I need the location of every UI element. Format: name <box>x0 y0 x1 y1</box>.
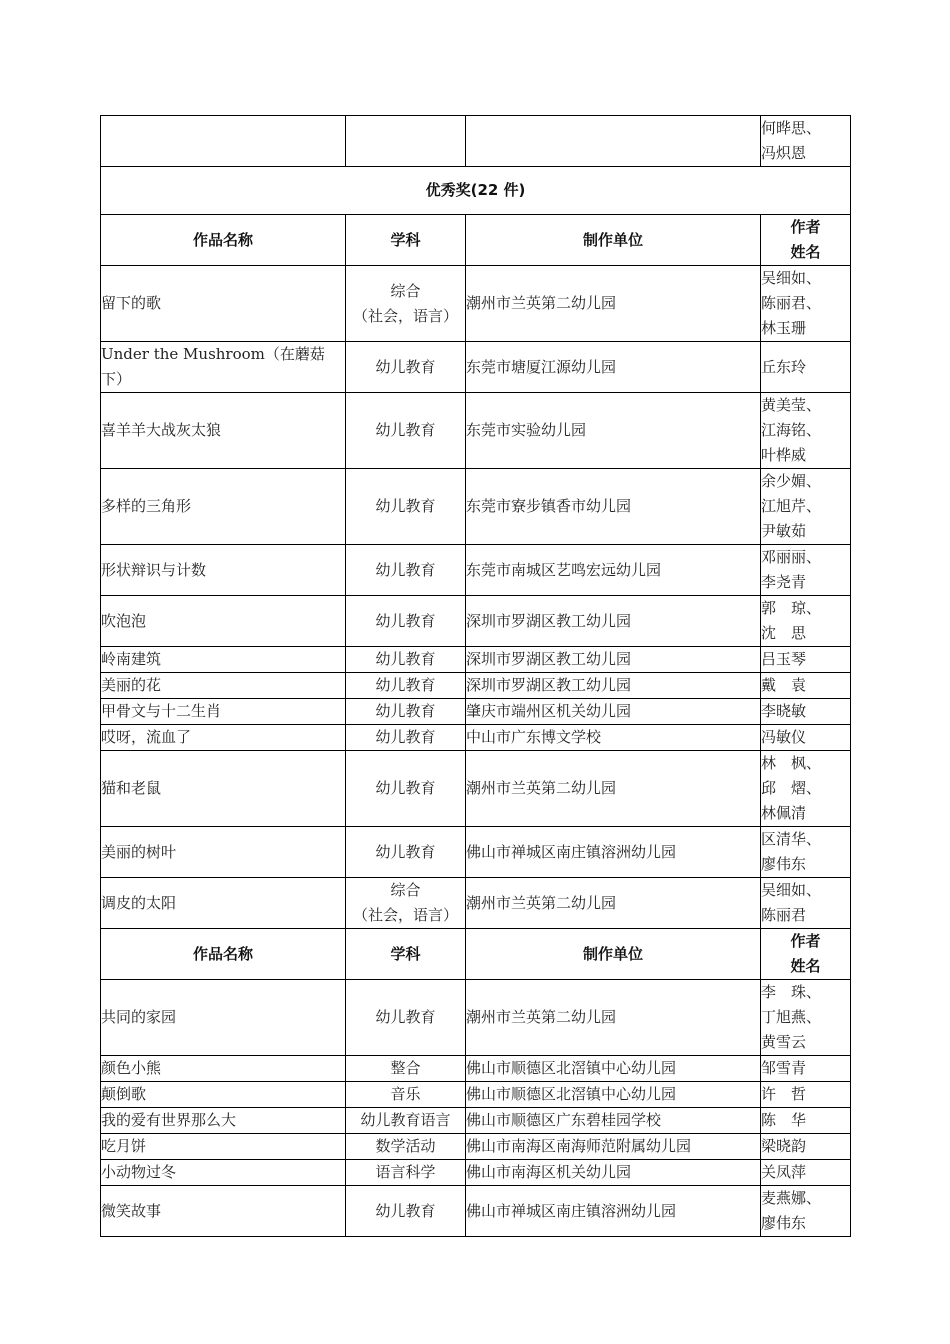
author-cell <box>761 266 851 342</box>
subject-cell <box>346 673 466 699</box>
author-line: 冯敏仪 <box>761 728 807 746</box>
author-line: 李 珠、 <box>761 983 822 1001</box>
author-line: 李晓敏 <box>761 702 807 720</box>
subject-line: 幼儿教育 <box>375 421 436 439</box>
author-cell <box>761 469 851 545</box>
section-title: 优秀奖(22 件) <box>101 167 851 215</box>
author-cell <box>761 980 851 1056</box>
author-line: 陈丽君 <box>761 906 807 924</box>
author-line: 黄美莹、 <box>761 396 822 414</box>
subject-line: 幼儿教育 <box>375 650 436 668</box>
author-cell <box>761 827 851 878</box>
author-line: 吴细如、 <box>761 881 822 899</box>
subject-cell <box>346 699 466 725</box>
subject-line: 幼儿教育 <box>375 702 436 720</box>
header-author <box>761 215 851 266</box>
author-cell <box>761 647 851 673</box>
author-line: 陈 华 <box>761 1111 807 1129</box>
work-name-cell: 喜羊羊大战灰太狼 <box>101 393 346 469</box>
header-author <box>761 929 851 980</box>
table-row <box>101 725 851 751</box>
header-row <box>101 929 851 980</box>
work-name-cell: 颜色小熊 <box>101 1056 346 1082</box>
author-cell <box>761 1160 851 1186</box>
unit-cell: 东莞市南城区艺鸣宏远幼儿园 <box>466 545 761 596</box>
table-row <box>101 393 851 469</box>
work-name-cell: 留下的歌 <box>101 266 346 342</box>
table-row <box>101 596 851 647</box>
table-row <box>101 469 851 545</box>
subject-line: 综合 <box>390 881 421 899</box>
header-author-line: 作者 <box>790 218 821 236</box>
table-row <box>101 266 851 342</box>
subject-cell <box>346 393 466 469</box>
author-cell <box>761 393 851 469</box>
header-author-line: 姓名 <box>790 243 821 261</box>
table-row <box>101 673 851 699</box>
work-name-cell: 哎呀，流血了 <box>101 725 346 751</box>
awards-table-body <box>101 116 851 1237</box>
author-cell <box>761 725 851 751</box>
author-line: 沈 思 <box>761 624 807 642</box>
author-line: 叶桦威 <box>761 446 807 464</box>
author-cell <box>761 342 851 393</box>
subject-cell <box>346 545 466 596</box>
subject-line: 幼儿教育 <box>375 779 436 797</box>
unit-cell: 深圳市罗湖区教工幼儿园 <box>466 673 761 699</box>
author-line: 冯炽恩 <box>761 144 807 162</box>
subject-line: 语言科学 <box>375 1163 436 1181</box>
author-line: 梁晓韵 <box>761 1137 807 1155</box>
author-line: 林 枫、 <box>761 754 822 772</box>
subject-line: 幼儿教育 <box>375 842 436 861</box>
author-cell <box>761 1108 851 1134</box>
unit-cell: 东莞市实验幼儿园 <box>466 393 761 469</box>
author-line: 尹敏茹 <box>761 522 807 540</box>
subject-line: 幼儿教育 <box>375 357 436 376</box>
subject-line: 幼儿教育 <box>375 676 436 694</box>
awards-table <box>100 115 851 1237</box>
unit-cell: 肇庆市端州区机关幼儿园 <box>466 699 761 725</box>
author-line: 邹雪青 <box>761 1059 807 1077</box>
subject-line: 音乐 <box>390 1085 421 1103</box>
header-subject: 学科 <box>346 929 466 980</box>
work-name-cell: 吃月饼 <box>101 1134 346 1160</box>
empty-subject-cell <box>346 116 466 167</box>
subject-cell <box>346 1186 466 1237</box>
header-name: 作品名称 <box>101 929 346 980</box>
subject-line: 幼儿教育 <box>375 497 436 515</box>
header-unit: 制作单位 <box>466 215 761 266</box>
author-cell <box>761 878 851 929</box>
table-row <box>101 1134 851 1160</box>
author-line: 丘东玲 <box>761 357 807 376</box>
author-line: 何晔思、 <box>761 119 822 137</box>
table-row <box>101 1056 851 1082</box>
author-cell <box>761 751 851 827</box>
table-row <box>101 1186 851 1237</box>
work-name-cell: 美丽的树叶 <box>101 827 346 878</box>
author-line: 李尧青 <box>761 573 807 591</box>
unit-cell: 深圳市罗湖区教工幼儿园 <box>466 596 761 647</box>
author-cell <box>761 673 851 699</box>
author-cell <box>761 545 851 596</box>
subject-line: 幼儿教育语言 <box>360 1111 451 1129</box>
continued-row <box>101 116 851 167</box>
author-line: 丁旭燕、 <box>761 1008 822 1026</box>
header-unit: 制作单位 <box>466 929 761 980</box>
author-line: 邓丽丽、 <box>761 548 822 566</box>
table-row <box>101 980 851 1056</box>
table-row <box>101 878 851 929</box>
table-row <box>101 1082 851 1108</box>
subject-cell <box>346 1108 466 1134</box>
subject-line: 幼儿教育 <box>375 1008 436 1026</box>
unit-cell: 佛山市南海区南海师范附属幼儿园 <box>466 1134 761 1160</box>
empty-name-cell <box>101 116 346 167</box>
header-subject: 学科 <box>346 215 466 266</box>
subject-cell <box>346 980 466 1056</box>
author-line: 吕玉琴 <box>761 650 807 668</box>
author-cell <box>761 116 851 167</box>
author-cell <box>761 1186 851 1237</box>
author-cell <box>761 1056 851 1082</box>
work-name-cell: 我的爱有世界那么大 <box>101 1108 346 1134</box>
header-name: 作品名称 <box>101 215 346 266</box>
header-author-line: 作者 <box>790 932 821 950</box>
author-line: 戴 袁 <box>761 676 807 694</box>
subject-cell <box>346 342 466 393</box>
table-row <box>101 545 851 596</box>
subject-cell <box>346 751 466 827</box>
subject-line: 幼儿教育 <box>375 728 436 746</box>
subject-line: 幼儿教育 <box>375 560 436 579</box>
work-name-cell: 共同的家园 <box>101 980 346 1056</box>
subject-line: 整合 <box>390 1059 421 1077</box>
subject-cell <box>346 1160 466 1186</box>
unit-cell: 东莞市寮步镇香市幼儿园 <box>466 469 761 545</box>
table-row <box>101 827 851 878</box>
author-line: 廖伟东 <box>761 855 807 873</box>
author-line: 郭 琼、 <box>761 599 822 617</box>
unit-cell: 佛山市顺德区广东碧桂园学校 <box>466 1108 761 1134</box>
unit-cell: 深圳市罗湖区教工幼儿园 <box>466 647 761 673</box>
subject-line: 幼儿教育 <box>375 1201 436 1220</box>
subject-cell <box>346 469 466 545</box>
unit-cell: 潮州市兰英第二幼儿园 <box>466 751 761 827</box>
table-row <box>101 1108 851 1134</box>
work-name-cell: 甲骨文与十二生肖 <box>101 699 346 725</box>
author-cell <box>761 1134 851 1160</box>
section-row <box>101 167 851 215</box>
subject-cell <box>346 827 466 878</box>
subject-cell <box>346 1134 466 1160</box>
author-line: 余少媚、 <box>761 472 822 490</box>
subject-cell <box>346 266 466 342</box>
author-line: 陈丽君、 <box>761 294 822 312</box>
table-row <box>101 699 851 725</box>
subject-line: （社会，语言） <box>352 306 458 325</box>
work-name-cell: 调皮的太阳 <box>101 878 346 929</box>
table-row <box>101 342 851 393</box>
unit-cell: 佛山市禅城区南庄镇溶洲幼儿园 <box>466 1186 761 1237</box>
subject-cell <box>346 725 466 751</box>
unit-cell: 潮州市兰英第二幼儿园 <box>466 980 761 1056</box>
unit-cell: 佛山市顺德区北滘镇中心幼儿园 <box>466 1082 761 1108</box>
work-name-cell: 微笑故事 <box>101 1186 346 1237</box>
subject-line: 幼儿教育 <box>375 611 436 630</box>
unit-cell: 佛山市南海区机关幼儿园 <box>466 1160 761 1186</box>
author-line: 廖伟东 <box>761 1214 807 1232</box>
work-name-cell: 颠倒歌 <box>101 1082 346 1108</box>
table-row <box>101 751 851 827</box>
header-author-line: 姓名 <box>790 957 821 975</box>
subject-cell <box>346 1056 466 1082</box>
author-line: 麦燕娜、 <box>761 1189 822 1207</box>
work-name-cell: 美丽的花 <box>101 673 346 699</box>
work-name-cell: 形状辩识与计数 <box>101 545 346 596</box>
subject-cell <box>346 1082 466 1108</box>
author-line: 林玉珊 <box>761 319 807 337</box>
work-name-cell: 岭南建筑 <box>101 647 346 673</box>
header-row <box>101 215 851 266</box>
work-name-cell: 吹泡泡 <box>101 596 346 647</box>
empty-unit-cell <box>466 116 761 167</box>
table-row <box>101 1160 851 1186</box>
subject-cell <box>346 596 466 647</box>
work-name-cell: 多样的三角形 <box>101 469 346 545</box>
unit-cell: 佛山市禅城区南庄镇溶洲幼儿园 <box>466 827 761 878</box>
author-line: 关凤萍 <box>761 1163 807 1181</box>
author-cell <box>761 1082 851 1108</box>
author-line: 黄雪云 <box>761 1033 807 1051</box>
author-line: 许 哲 <box>761 1085 807 1103</box>
subject-line: （社会，语言） <box>352 906 458 924</box>
author-cell <box>761 699 851 725</box>
work-name-cell: 猫和老鼠 <box>101 751 346 827</box>
author-cell <box>761 596 851 647</box>
work-name-cell: 小动物过冬 <box>101 1160 346 1186</box>
author-line: 吴细如、 <box>761 269 822 287</box>
author-line: 江海铭、 <box>761 421 822 439</box>
author-line: 江旭芹、 <box>761 497 822 515</box>
unit-cell: 佛山市顺德区北滘镇中心幼儿园 <box>466 1056 761 1082</box>
unit-cell: 东莞市塘厦江源幼儿园 <box>466 342 761 393</box>
subject-line: 数学活动 <box>375 1137 436 1155</box>
subject-line: 综合 <box>390 281 421 300</box>
table-row <box>101 647 851 673</box>
unit-cell: 中山市广东博文学校 <box>466 725 761 751</box>
unit-cell: 潮州市兰英第二幼儿园 <box>466 266 761 342</box>
work-name-cell: Under the Mushroom（在蘑菇下） <box>101 342 346 393</box>
subject-cell <box>346 878 466 929</box>
unit-cell: 潮州市兰英第二幼儿园 <box>466 878 761 929</box>
subject-cell <box>346 647 466 673</box>
author-line: 林佩清 <box>761 804 807 822</box>
author-line: 区清华、 <box>761 830 822 848</box>
author-line: 邱 熠、 <box>761 779 822 797</box>
